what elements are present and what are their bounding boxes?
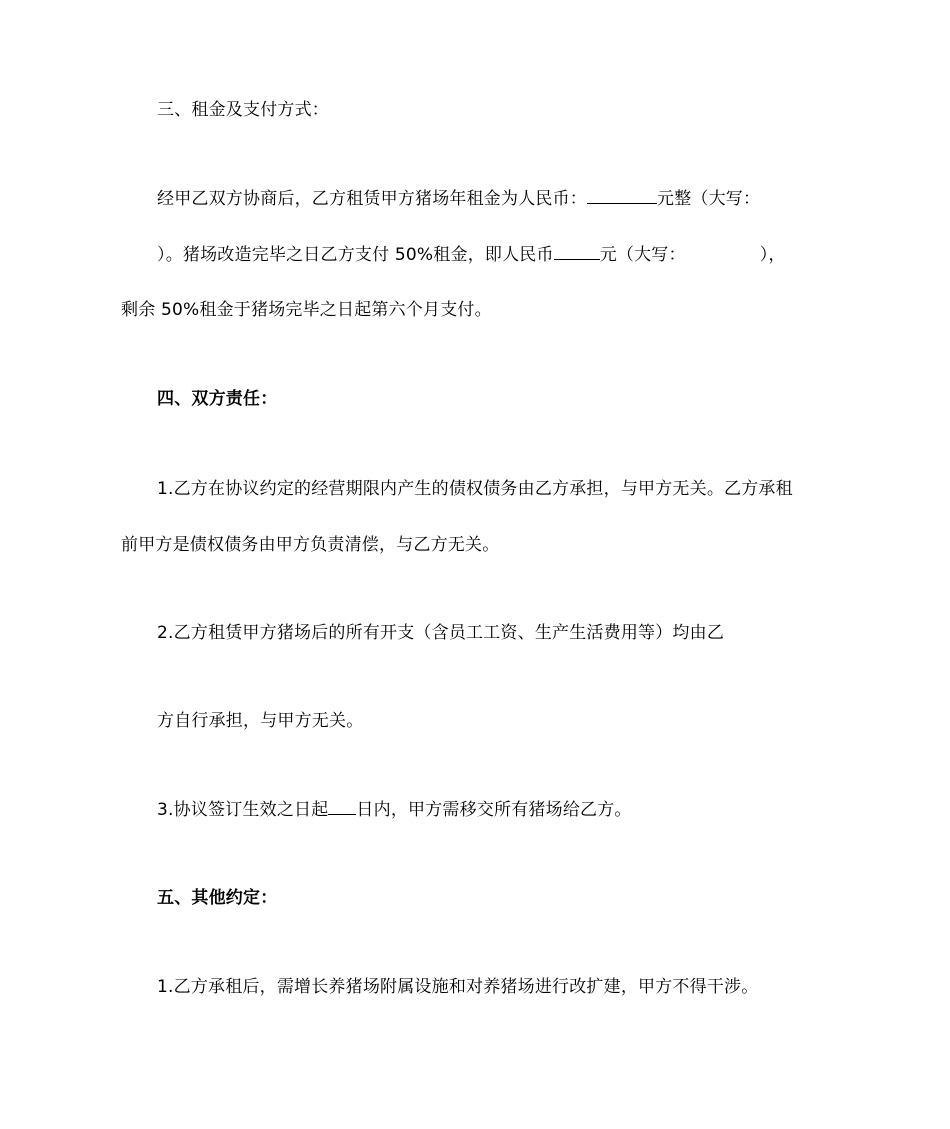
duty-item-1-line-1: 1.乙方在协议约定的经营期限内产生的债权债务由乙方承担，与甲方无关。乙方承租 (157, 479, 793, 499)
other-item-1: 1.乙方承租后，需增长养猪场附属设施和对养猪场进行改扩建，甲方不得干涉。 (157, 977, 759, 997)
rent-paragraph-line-3: 剩余 50%租金于猪场完毕之日起第六个月支付。 (121, 300, 492, 320)
section-5-heading: 五、其他约定： (157, 888, 278, 908)
rent-paragraph-line-1: 经甲乙双方协商后，乙方租赁甲方猪场年租金为人民币： 元整（大写： (157, 186, 760, 211)
section-3-heading: 三、租金及支付方式： (157, 100, 329, 120)
rent-paragraph-line-2: ）。猪场改造完毕之日乙方支付 50%租金，即人民币 元（大写： ）， (157, 242, 786, 267)
duty-item-3: 3.协议签订生效之日起 日内，甲方需移交所有猪场给乙方。 (157, 797, 632, 822)
annual-rent-blank (587, 186, 657, 204)
section-4-heading: 四、双方责任： (157, 389, 278, 409)
duty-item-2-line-1: 2.乙方租赁甲方猪场后的所有开支（含员工工资、生产生活费用等）均由乙 (157, 623, 725, 643)
duty-item-1-line-2: 前甲方是债权债务由甲方负责清偿，与乙方无关。 (121, 535, 500, 555)
handover-days-blank (328, 797, 356, 815)
duty-item-2-line-2: 方自行承担，与甲方无关。 (157, 711, 364, 731)
installment-amount-blank (554, 242, 600, 260)
